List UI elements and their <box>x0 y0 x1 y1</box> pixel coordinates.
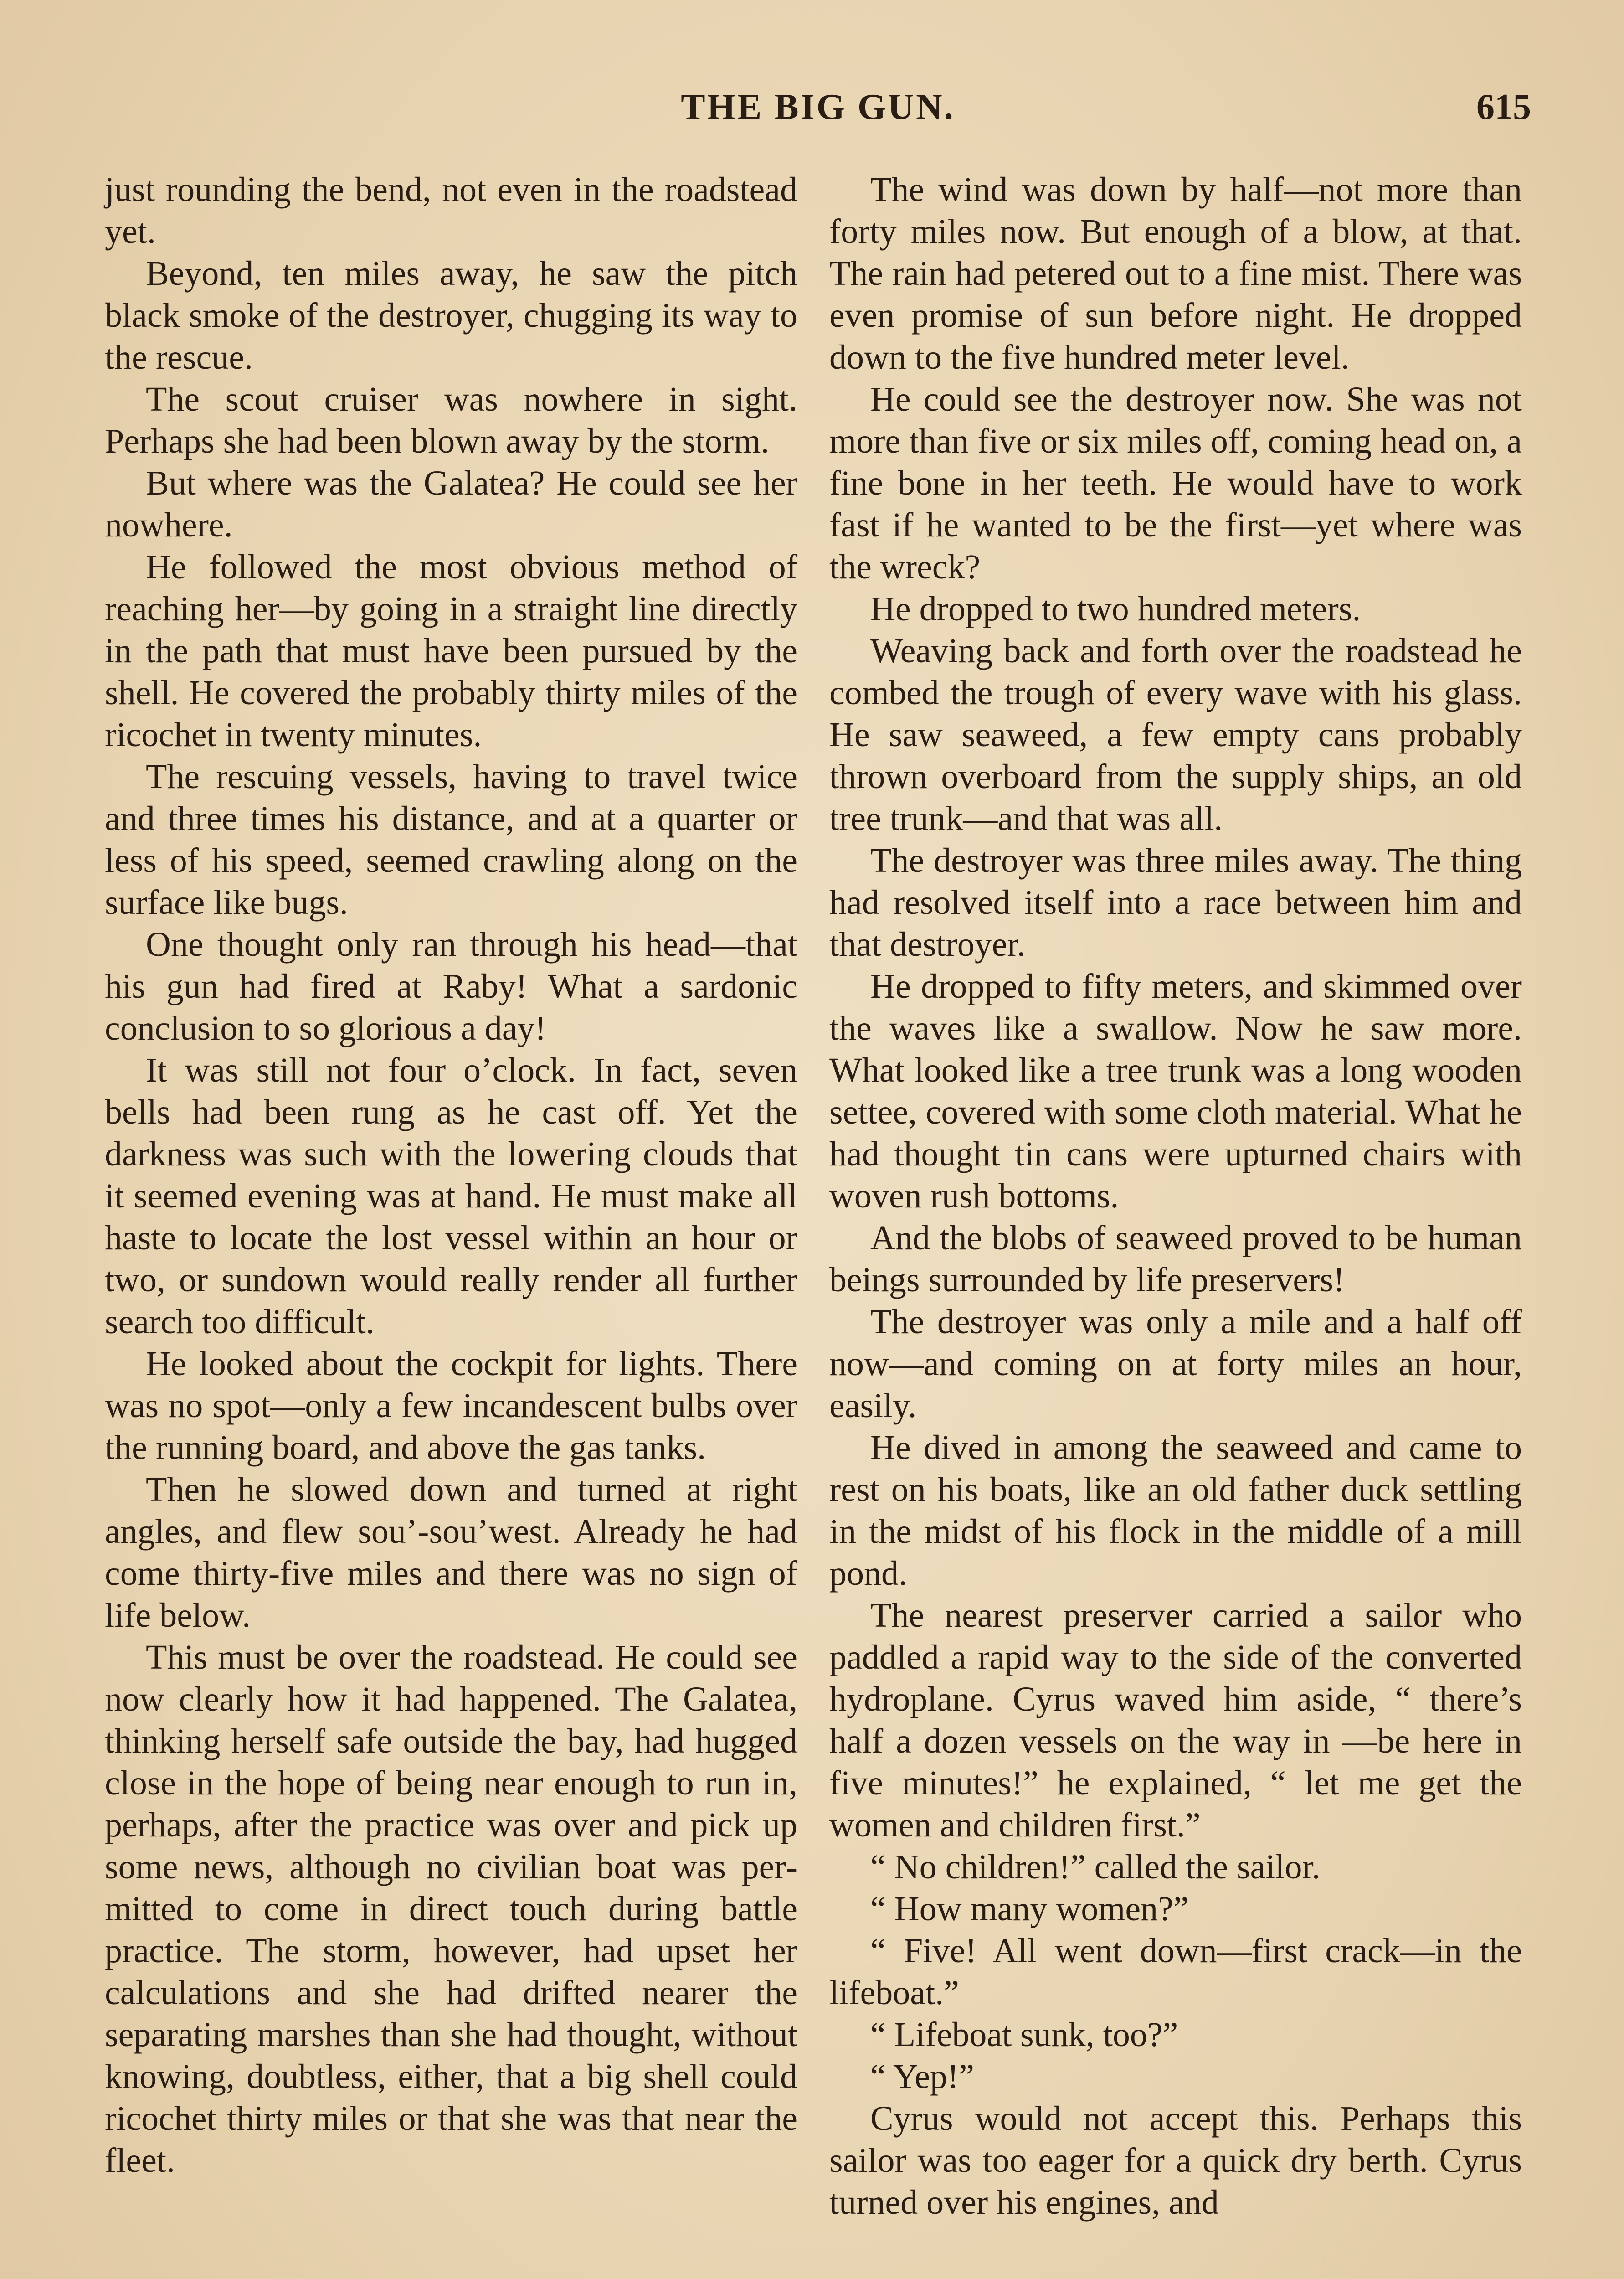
paragraph: Cyrus would not accept this. Perhaps this sailor was too eager for a quick dry berth. Cyrus turned over his engines, and <box>829 2099 1522 2222</box>
paragraph: But where was the Galatea? He could see her nowhere. <box>105 464 797 544</box>
paragraph: The destroyer was three miles away. The thing had resolved itself into a race between him and that destroyer. <box>829 841 1522 964</box>
paragraph: He dived in among the seaweed and came to rest on his boats, like an old father duck settling in the midst of his flock in the middle of a mill pond. <box>829 1428 1522 1593</box>
paragraph: This must be over the roadstead. He could see now clearly how it had happened. The Galatea, thinking herself safe outside the bay, had hugged close in the hope of being near enough to run in, perhaps, after the practice was over and pick up some news, although no civilian boat was permitted to come in direct touch during battle practice. The storm, however, had upset her calculations and she had drifted nearer the separating marshes than she had thought, without knowing, doubtless, either, that a big shell could ricochet thirty miles or that she was that near the fleet. <box>105 1638 797 2180</box>
paragraph: The nearest preserver carried a sailor who paddled a rapid way to the side of the converted hydroplane. Cyrus waved him aside, “ there’s half a dozen vessels on the way in —be here in five minutes!” he explained, “ let me get the women and children first.” <box>829 1596 1522 1844</box>
paragraph: He could see the destroyer now. She was not more than five or six miles off, coming head on, a fine bone in her teeth. He would have to work fast if he wanted to be the first—yet where was the wreck? <box>829 380 1522 586</box>
left-column <box>105 169 797 2181</box>
paragraph: One thought only ran through his head—that his gun had fired at Raby! What a sardonic conclusion to so glorious a day! <box>105 925 797 1047</box>
right-column <box>829 169 1522 2223</box>
paragraph: He dropped to fifty meters, and skimmed over the waves like a swallow. Now he saw more. What looked like a tree trunk was a long wooden settee, covered with some cloth material. What he had thought tin cans were upturned chairs with woven rush bottoms. <box>829 967 1522 1215</box>
paragraph: The scout cruiser was nowhere in sight. Perhaps she had been blown away by the storm. <box>105 380 797 460</box>
paragraph: The wind was down by half—not more than forty miles now. But enough of a blow, at that. The rain had petered out to a fine mist. There was even promise of sun before night. He dropped down to the five hundred meter level. <box>829 170 1522 376</box>
paragraph: “ Five! All went down—first crack—in the lifeboat.” <box>829 1932 1522 2012</box>
paragraph: The destroyer was only a mile and a half off now—and coming on at forty miles an hour, easily. <box>829 1303 1522 1425</box>
page-number: 615 <box>1476 87 1531 127</box>
running-head: THE BIG GUN. <box>681 87 955 127</box>
paragraph: “ How many women?” <box>870 1890 1189 1928</box>
paragraph: It was still not four o’clock. In fact, seven bells had been rung as he cast off. Yet the darkness was such with the lowering clouds that it seemed evening was at hand. He must make all haste to locate the lost vessel within an hour or two, or sundown would really render all further search too difficult. <box>105 1051 797 1341</box>
paragraph: He looked about the cockpit for lights. There was no spot—only a few incandescent bulbs over the running board, and above the gas tanks. <box>105 1345 797 1467</box>
paragraph: Then he slowed down and turned at right angles, and flew sou’-sou’west. Already he had come thirty-five miles and there was no sign of life below. <box>105 1470 797 1634</box>
paragraph: Beyond, ten miles away, he saw the pitch black smoke of the destroyer, chugging its way to the rescue. <box>105 254 797 376</box>
paragraph: The rescuing vessels, having to travel twice and three times his distance, and at a quarter or less of his speed, seemed crawling along on the surface like bugs. <box>105 758 797 922</box>
paragraph: He dropped to two hundred meters. <box>870 590 1361 628</box>
paragraph: He followed the most obvious method of reaching her—by going in a straight line directly in the path that must have been pursued by the shell. He covered the probably thirty miles of the ricochet in twenty minutes. <box>105 548 797 754</box>
paragraph: “ Yep!” <box>870 2057 974 2096</box>
paragraph: “ Lifeboat sunk, too?” <box>870 2016 1178 2054</box>
page-header <box>105 87 1531 137</box>
paragraph: just rounding the bend, not even in the roadstead yet. <box>105 170 797 251</box>
paragraph: And the blobs of seaweed proved to be human beings surrounded by life preservers! <box>829 1219 1522 1299</box>
paragraph: Weaving back and forth over the roadstead he combed the trough of every wave with his glass. He saw seaweed, a few empty cans probably thrown overboard from the supply ships, an old tree trunk—and that was all. <box>829 632 1522 838</box>
paragraph: “ No children!” called the sailor. <box>870 1848 1321 1886</box>
